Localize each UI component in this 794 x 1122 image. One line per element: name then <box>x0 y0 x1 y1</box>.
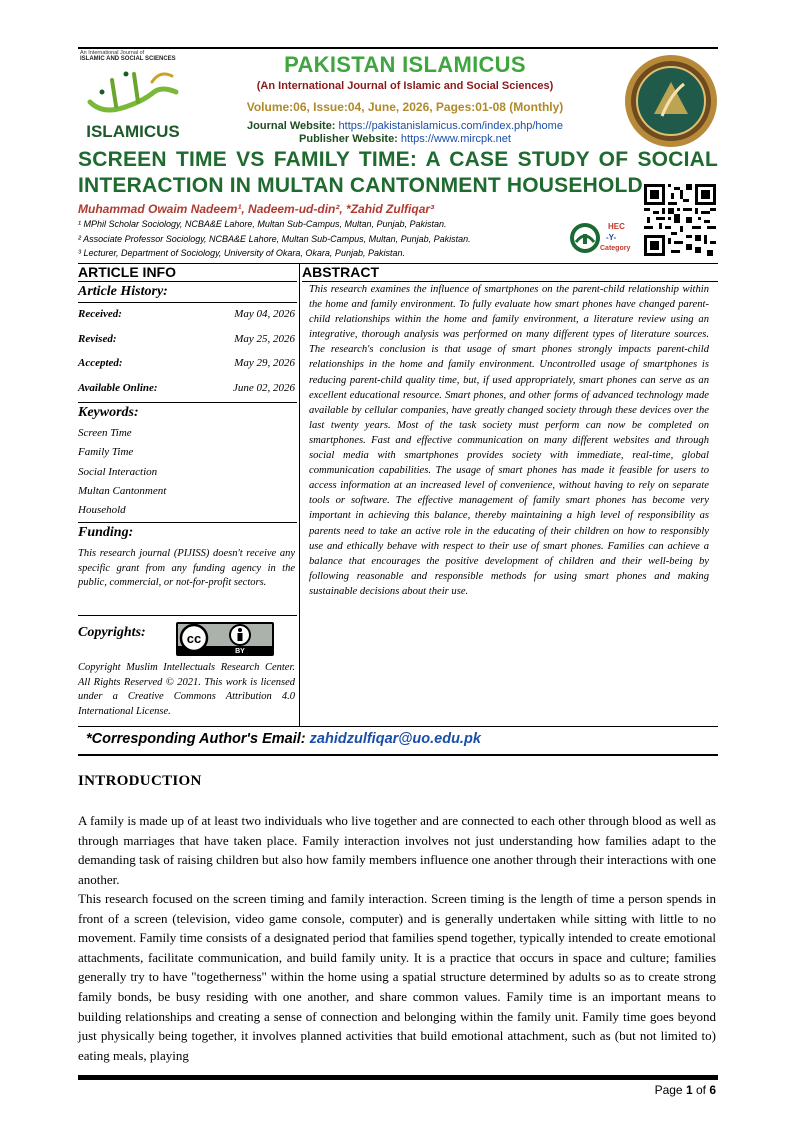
keyword: Multan Cantonment <box>78 485 167 497</box>
history-divider <box>78 302 297 303</box>
page-of: of <box>692 1083 710 1097</box>
keyword: Household <box>78 504 126 516</box>
funding-title: Funding: <box>78 525 134 540</box>
publisher-label: Publisher Website: <box>299 133 398 145</box>
hec-label: HEC <box>608 222 625 231</box>
keywords-title: Keywords: <box>78 405 139 420</box>
copyright-text: Copyright Muslim Intellectuals Research Center. All Rights Reserved © 2021. This work is licensed under a Creative Commons Attribution 4.0 International License. <box>78 662 295 717</box>
hec-emblem-icon <box>568 220 602 258</box>
corresponding-rule <box>78 754 718 756</box>
history-row-accepted <box>78 357 295 369</box>
keywords-divider <box>78 402 297 403</box>
history-value: May 29, 2026 <box>234 357 295 369</box>
page-current: 1 <box>685 1083 693 1097</box>
article-info-heading: ARTICLE INFO <box>78 264 176 280</box>
page-total: 6 <box>709 1083 716 1097</box>
keyword: Screen Time <box>78 427 132 439</box>
logo-small-main: ISLAMIC AND SOCIAL SCIENCES <box>80 56 176 62</box>
cc-by-icon <box>176 622 274 656</box>
affiliation-1: ¹ MPhil Scholar Sociology, NCBA&E Lahore, Multan Sub-Campus, Multan, Punjab, Pakistan. <box>78 219 447 229</box>
volume-line: Volume:06, Issue:04, June, 2026, Pages:01-08 (Monthly) <box>246 100 564 114</box>
paper-title: SCREEN TIME VS FAMILY TIME: A CASE STUDY OF SOCIAL INTERACTION IN MULTAN CANTONMENT HOUSEHOLD <box>78 148 718 197</box>
qr-code <box>644 184 716 256</box>
paragraph-2: This research focused on the screen timing and family interaction. Screen timing is the length of time a person spends in front of a screen (television, video game console, computer) and is generally undertaken while sitting with little to no movement. Family time consists of a designated period that families spend together, typically intended to create emotional attachments, facilitate communication, and build family unity. It is a practice that occurs in space and culture; families generally try to have "togetherness" within the home using a spatial structure determined by adults so as to create strong family bonds, be busy residing with one another, and share common values. Family time is an important means to building relationships and creating a sense of connection and belonging within the family unit. Family time goes beyond just physically being together, it involves planned activities that build emotional attachment, such as (but not limited to) eating meals, playing <box>78 891 716 1063</box>
funding-divider <box>78 522 297 523</box>
journal-website-line <box>200 120 610 132</box>
history-label: Accepted: <box>78 357 123 369</box>
cc-license-badge[interactable] <box>176 622 274 656</box>
logo-word: ISLAMICUS <box>86 122 180 141</box>
cc-text: cc <box>186 631 202 646</box>
history-label: Revised: <box>78 333 117 345</box>
seal-icon <box>624 54 718 148</box>
affiliation-3: ³ Lecturer, Department of Sociology, University of Okara, Okara, Punjab, Pakistan. <box>78 248 405 258</box>
column-divider <box>299 264 300 726</box>
journal-name: PAKISTAN ISLAMICUS <box>284 52 526 77</box>
keyword: Family Time <box>78 446 134 458</box>
authors: Muhammad Owaim Nadeem¹, Nadeem-ud-din², *Zahid Zulfiqar³ <box>78 202 435 216</box>
front-matter-bottom-rule <box>78 726 718 727</box>
publisher-website-line <box>200 133 610 145</box>
affiliation-2: ² Associate Professor Sociology, NCBA&E Lahore, Multan Sub-Campus, Multan, Punjab, Pakistan. <box>78 234 471 244</box>
footer-rule <box>78 1075 718 1080</box>
qr-code-icon <box>644 184 716 256</box>
journal-seal <box>624 54 718 148</box>
page-prefix: Page <box>654 1083 686 1097</box>
abstract-text: This research examines the influence of smartphones on the parent-child relationship within the home and family environment. To fully evaluate how smart phones have changed parent-child relationships within the home and family environment, a literature review using an integrative, thorough analysis was performed on many different types of literature sources. The research's conclusion is that usage of smart phones strongly impacts parent-child relationships in the home and family environment. Uncontrolled usage of smartphones is reducing parent-child quality time, but, if used appropriately, smart phones can serve as an excellent educational resource. Smart phones, and other forms of advanced technology made available by cellular companies, have greatly changed society through these devices over the last twenty years. Most of the task society must perform can now be completed on smartphones. Fast and effective communication on many different websites and through social media with smartphones provides society with immediate, real-time, global communication capabilities. The usage of smart phones has made it feasible for users to access information at an increased level of convenience, without having to rely on separate tools or software. The effective management of family smart phones has become very important in achieving this balance, thereby maintaining a high level of responsibility as parents need to take an active role in the educating of their children on how to responsibly use and ethically behave with respect to their use of smart phones. Families can achieve a balance that encourages the positive development of children and their well-being by following reasonable and responsible methods for using smart phones and making sustainable decisions about their use. <box>309 284 709 597</box>
hec-category: -Y- <box>606 233 617 242</box>
history-row-received <box>78 308 295 320</box>
hec-badge <box>568 220 640 260</box>
logo-small-top: An International Journal of <box>80 50 145 56</box>
website-link[interactable]: https://pakistanislamicus.com/index.php/home <box>338 120 563 132</box>
copyrights-title: Copyrights: <box>78 625 146 640</box>
publisher-link[interactable]: https://www.mircpk.net <box>400 133 511 145</box>
copyright-divider <box>78 615 297 616</box>
journal-logo <box>80 50 190 142</box>
calligraphy-icon <box>82 62 186 122</box>
hec-sub: Category <box>600 245 631 252</box>
journal-subtitle: (An International Journal of Islamic and Social Sciences) <box>256 80 554 92</box>
history-value: May 04, 2026 <box>234 308 295 320</box>
history-label: Available Online: <box>78 382 158 394</box>
abstract-heading: ABSTRACT <box>302 264 379 280</box>
article-history-title: Article History: <box>78 284 168 299</box>
corresponding-author <box>86 731 481 747</box>
history-row-revised <box>78 333 295 345</box>
header-top-rule <box>78 47 718 49</box>
history-value: May 25, 2026 <box>234 333 295 345</box>
history-label: Received: <box>78 308 122 320</box>
paragraph-1: A family is made up of at least two individuals who live together and are connected to each other through blood as well as through marriages that have taken place. Family interaction involves not just understanding how families adapt to the demanding task of raising children but also how family members influence one another through their interactions with one another. <box>78 813 716 887</box>
introduction-heading: INTRODUCTION <box>78 773 202 789</box>
by-text: BY <box>235 648 245 655</box>
page-number <box>655 1083 716 1097</box>
keyword: Social Interaction <box>78 466 158 478</box>
logo-small-text <box>80 50 190 62</box>
history-value: June 02, 2026 <box>232 382 295 394</box>
history-row-online <box>78 382 295 394</box>
funding-text: This research journal (PIJISS) doesn't receive any specific grant from any funding agency in the public, commercial, or not-for-profit sectors. <box>78 548 295 588</box>
corresponding-label: *Corresponding Author's Email: <box>86 731 306 747</box>
website-label: Journal Website: <box>247 120 336 132</box>
article-info-underline <box>78 281 297 282</box>
corresponding-email-link[interactable]: zahidzulfiqar@uo.edu.pk <box>309 731 481 747</box>
